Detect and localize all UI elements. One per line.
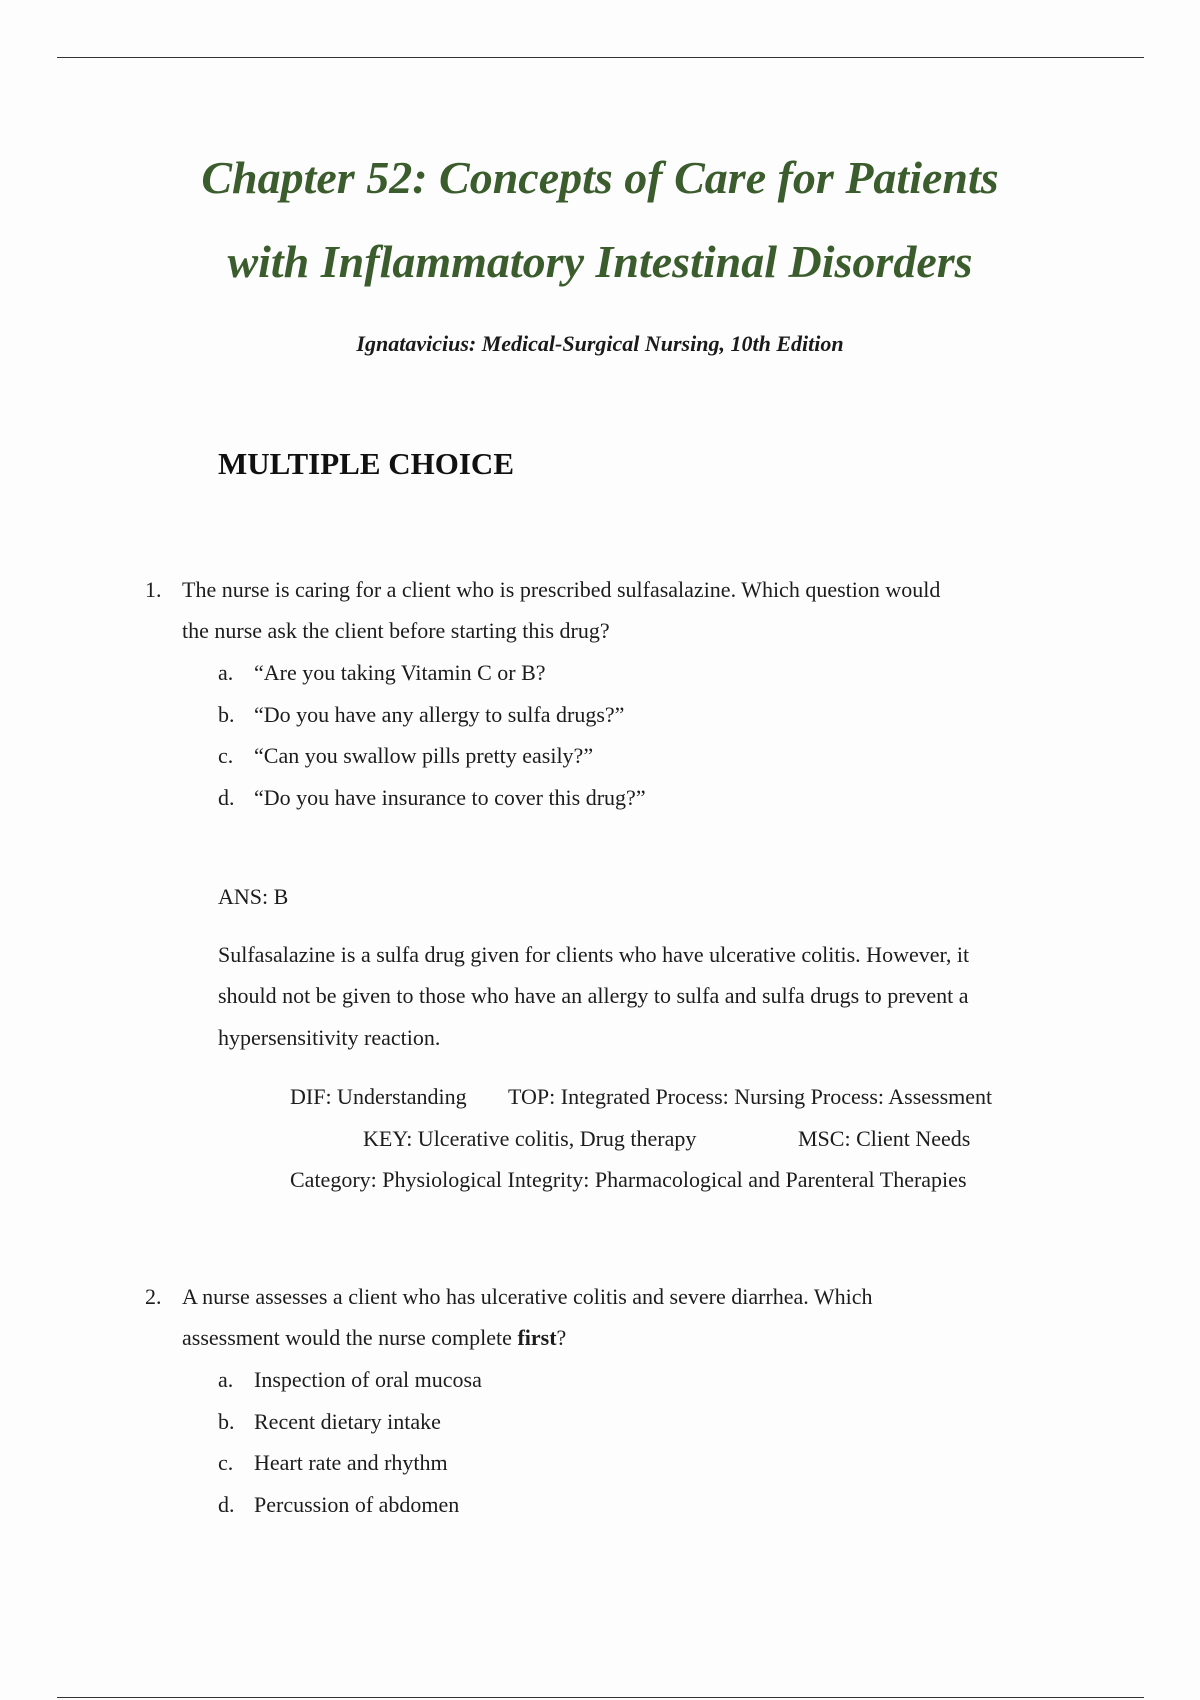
option-text: “Can you swallow pills pretty easily?” [254, 743, 594, 768]
msc-tag: MSC: Client Needs [798, 1126, 971, 1151]
option-text: Percussion of abdomen [254, 1492, 460, 1517]
option-letter: d. [218, 785, 235, 810]
option-text: Heart rate and rhythm [254, 1450, 448, 1475]
question-number: 1. [145, 577, 162, 602]
question-number: 2. [145, 1284, 162, 1309]
option-letter: b. [218, 1409, 235, 1434]
rationale-line-2: should not be given to those who have an allergy to sulfa and sulfa drugs to prevent a [218, 983, 969, 1008]
book-subtitle: Ignatavicius: Medical-Surgical Nursing, 10th Edition [356, 331, 844, 356]
option-text: “Are you taking Vitamin C or B? [254, 660, 546, 685]
option-letter: c. [218, 743, 234, 768]
option-letter: d. [218, 1492, 235, 1517]
rationale-line-3: hypersensitivity reaction. [218, 1025, 441, 1050]
question-stem-line-1: The nurse is caring for a client who is prescribed sulfasalazine. Which question would [182, 577, 941, 602]
stem-emphasis: first [517, 1325, 557, 1350]
option-text: Recent dietary intake [254, 1409, 441, 1434]
question-stem-line-2 [182, 1323, 566, 1353]
top-rule [57, 57, 1144, 58]
chapter-title-line-1: Chapter 52: Concepts of Care for Patients [201, 152, 999, 203]
category-tag: Category: Physiological Integrity: Pharmacological and Parenteral Therapies [290, 1167, 967, 1192]
option-letter: b. [218, 702, 235, 727]
question-stem-line-2: the nurse ask the client before starting this drug? [182, 618, 610, 643]
option-letter: a. [218, 1367, 234, 1392]
chapter-title [0, 136, 1200, 304]
topic-tag: TOP: Integrated Process: Nursing Process: Assessment [508, 1084, 993, 1109]
section-heading: MULTIPLE CHOICE [218, 446, 514, 481]
rationale-line-1: Sulfasalazine is a sulfa drug given for clients who have ulcerative colitis. However, it [218, 942, 970, 967]
key-tag: KEY: Ulcerative colitis, Drug therapy [363, 1126, 697, 1151]
difficulty-tag: DIF: Understanding [290, 1084, 467, 1109]
option-text: “Do you have any allergy to sulfa drugs?” [254, 702, 625, 727]
option-letter: c. [218, 1450, 234, 1475]
option-text: “Do you have insurance to cover this drug?” [254, 785, 646, 810]
chapter-title-line-2: with Inflammatory Intestinal Disorders [227, 236, 973, 287]
option-letter: a. [218, 660, 234, 685]
bottom-rule [57, 1697, 1144, 1698]
stem-text-end: ? [556, 1325, 567, 1350]
question-stem-line-1: A nurse assesses a client who has ulcerative colitis and severe diarrhea. Which [182, 1284, 873, 1309]
answer-key: ANS: B [218, 884, 289, 909]
option-text: Inspection of oral mucosa [254, 1367, 482, 1392]
stem-text: assessment would the nurse complete [182, 1325, 518, 1350]
